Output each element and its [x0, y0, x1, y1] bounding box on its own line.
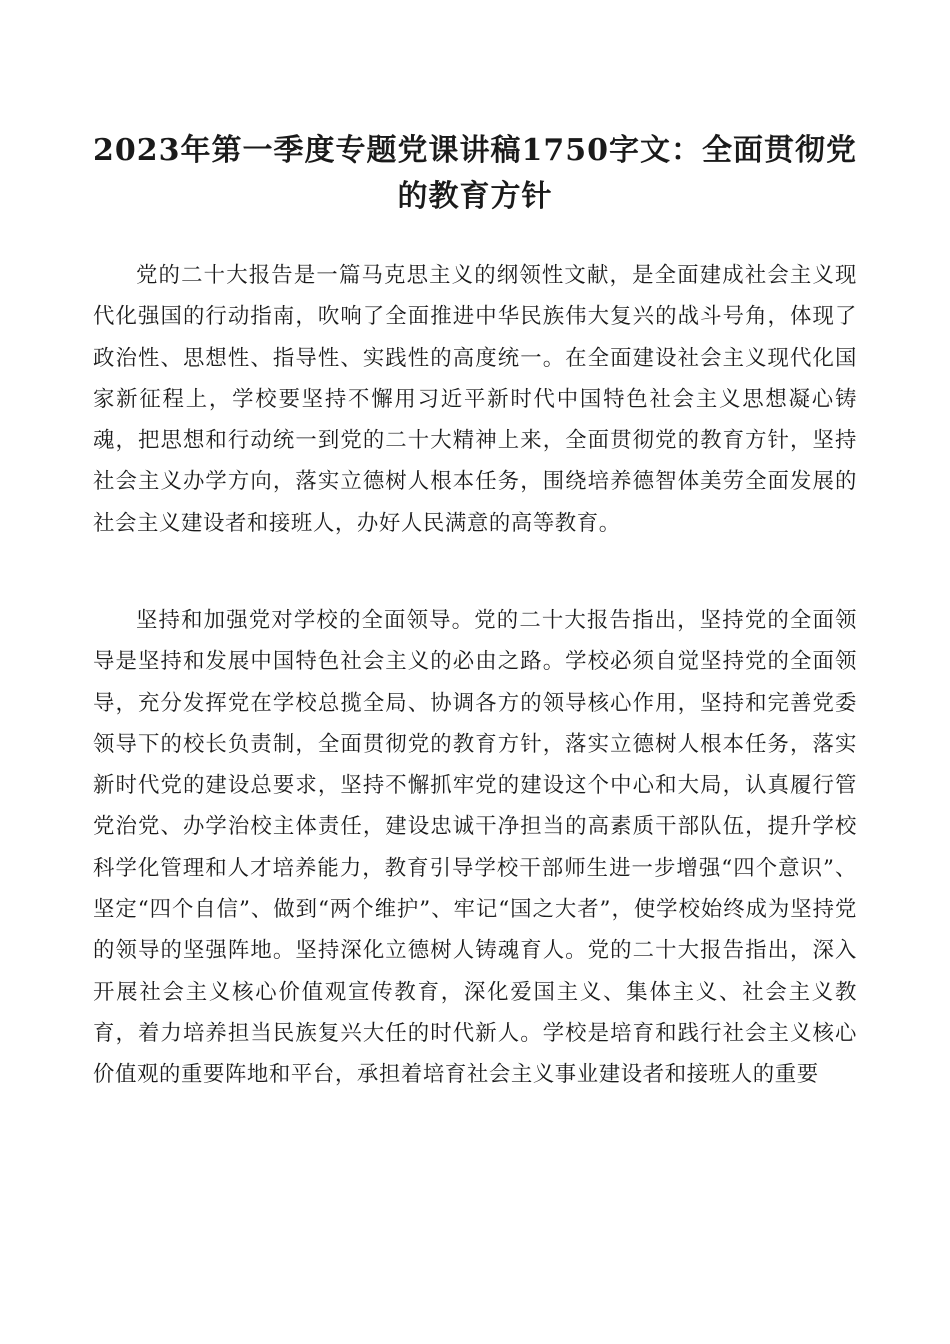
paragraph-2: 坚持和加强党对学校的全面领导。党的二十大报告指出，坚持党的全面领导是坚持和发展中国特色社会主义的必由之路。学校必须自觉坚持党的全面领导，充分发挥党在学校总揽全局、协调各方的领导核心作用，坚持和完善党委领导下的校长负责制，全面贯彻党的教育方针，落实立德树人根本任务，落实新时代党的建设总要求，坚持不懈抓牢党的建设这个中心和大局，认真履行管党治党、办学治校主体责任，建设忠诚干净担当的高素质干部队伍，提升学校科学化管理和人才培养能力，教育引导学校干部师生进一步增强“四个意识”、坚定“四个自信”、做到“两个维护”、牢记“国之大者”，使学校始终成为坚持党的领导的坚强阵地。坚持深化立德树人铸魂育人。党的二十大报告指出，深入开展社会主义核心价值观宣传教育，深化爱国主义、集体主义、社会主义教育，着力培养担当民族复兴大任的时代新人。学校是培育和践行社会主义核心价值观的重要阵地和平台，承担着培育社会主义事业建设者和接班人的重要 — [93, 608, 857, 1088]
paragraph-1: 党的二十大报告是一篇马克思主义的纲领性文献，是全面建成社会主义现代化强国的行动指南，吹响了全面推进中华民族伟大复兴的战斗号角，体现了政治性、思想性、指导性、实践性的高度统一。在全面建设社会主义现代化国家新征程上，学校要坚持不懈用习近平新时代中国特色社会主义思想凝心铸魂，把思想和行动统一到党的二十大精神上来，全面贯彻党的教育方针，坚持社会主义办学方向，落实立德树人根本任务，围绕培养德智体美劳全面发展的社会主义建设者和接班人，办好人民满意的高等教育。 — [93, 263, 857, 536]
document-title: 2023年第一季度专题党课讲稿1750字文：全面贯彻党的教育方针 — [93, 133, 857, 214]
